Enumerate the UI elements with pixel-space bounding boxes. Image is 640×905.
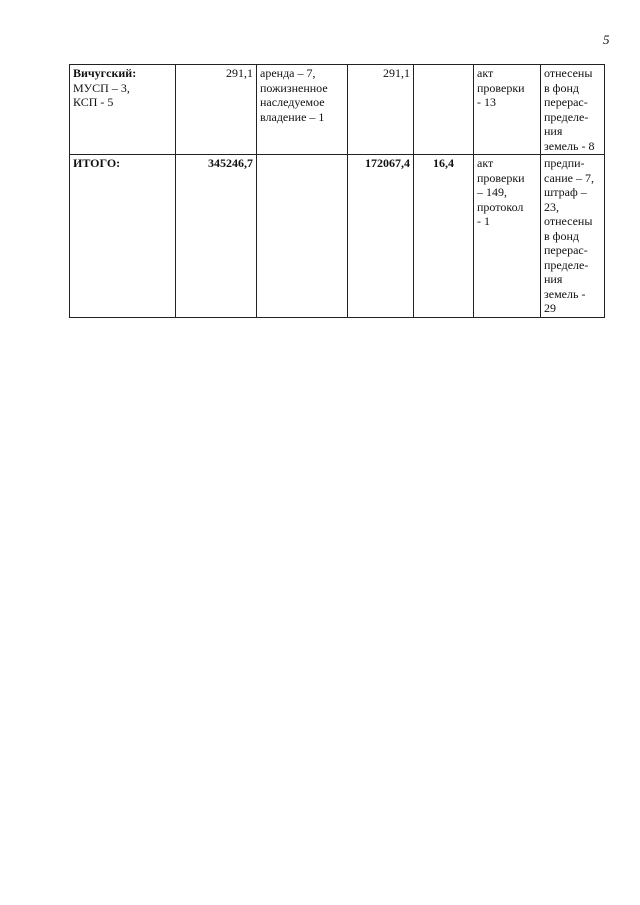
rights-cell: аренда – 7, пожизненное наследуемое владение – 1 bbox=[257, 65, 348, 155]
land-report-table bbox=[69, 64, 605, 318]
area2-cell: 291,1 bbox=[348, 65, 414, 155]
district-cell bbox=[70, 155, 176, 318]
table-row bbox=[70, 65, 605, 155]
table-row-total bbox=[70, 155, 605, 318]
area-cell: 345246,7 bbox=[176, 155, 257, 318]
percent-cell bbox=[414, 65, 474, 155]
area2-cell: 172067,4 bbox=[348, 155, 414, 318]
percent-cell: 16,4 bbox=[414, 155, 474, 318]
measures-cell: отнесены в фонд перерас- пределе- ния земель - 8 bbox=[541, 65, 605, 155]
checks-cell: акт проверки – 149, протокол - 1 bbox=[474, 155, 541, 318]
district-cell bbox=[70, 65, 176, 155]
total-label: ИТОГО: bbox=[73, 156, 121, 170]
district-detail: МУСП – 3, bbox=[73, 80, 130, 95]
checks-cell: акт проверки - 13 bbox=[474, 65, 541, 155]
area-cell: 291,1 bbox=[176, 65, 257, 155]
rights-cell bbox=[257, 155, 348, 318]
measures-cell: предпи- сание – 7, штраф – 23, отнесены в фонд перерас- пределе- ния земель - 29 bbox=[541, 155, 605, 318]
page-number: 5 bbox=[603, 32, 610, 47]
district-detail: КСП - 5 bbox=[73, 95, 114, 109]
district-name: Вичугский: bbox=[73, 66, 137, 80]
